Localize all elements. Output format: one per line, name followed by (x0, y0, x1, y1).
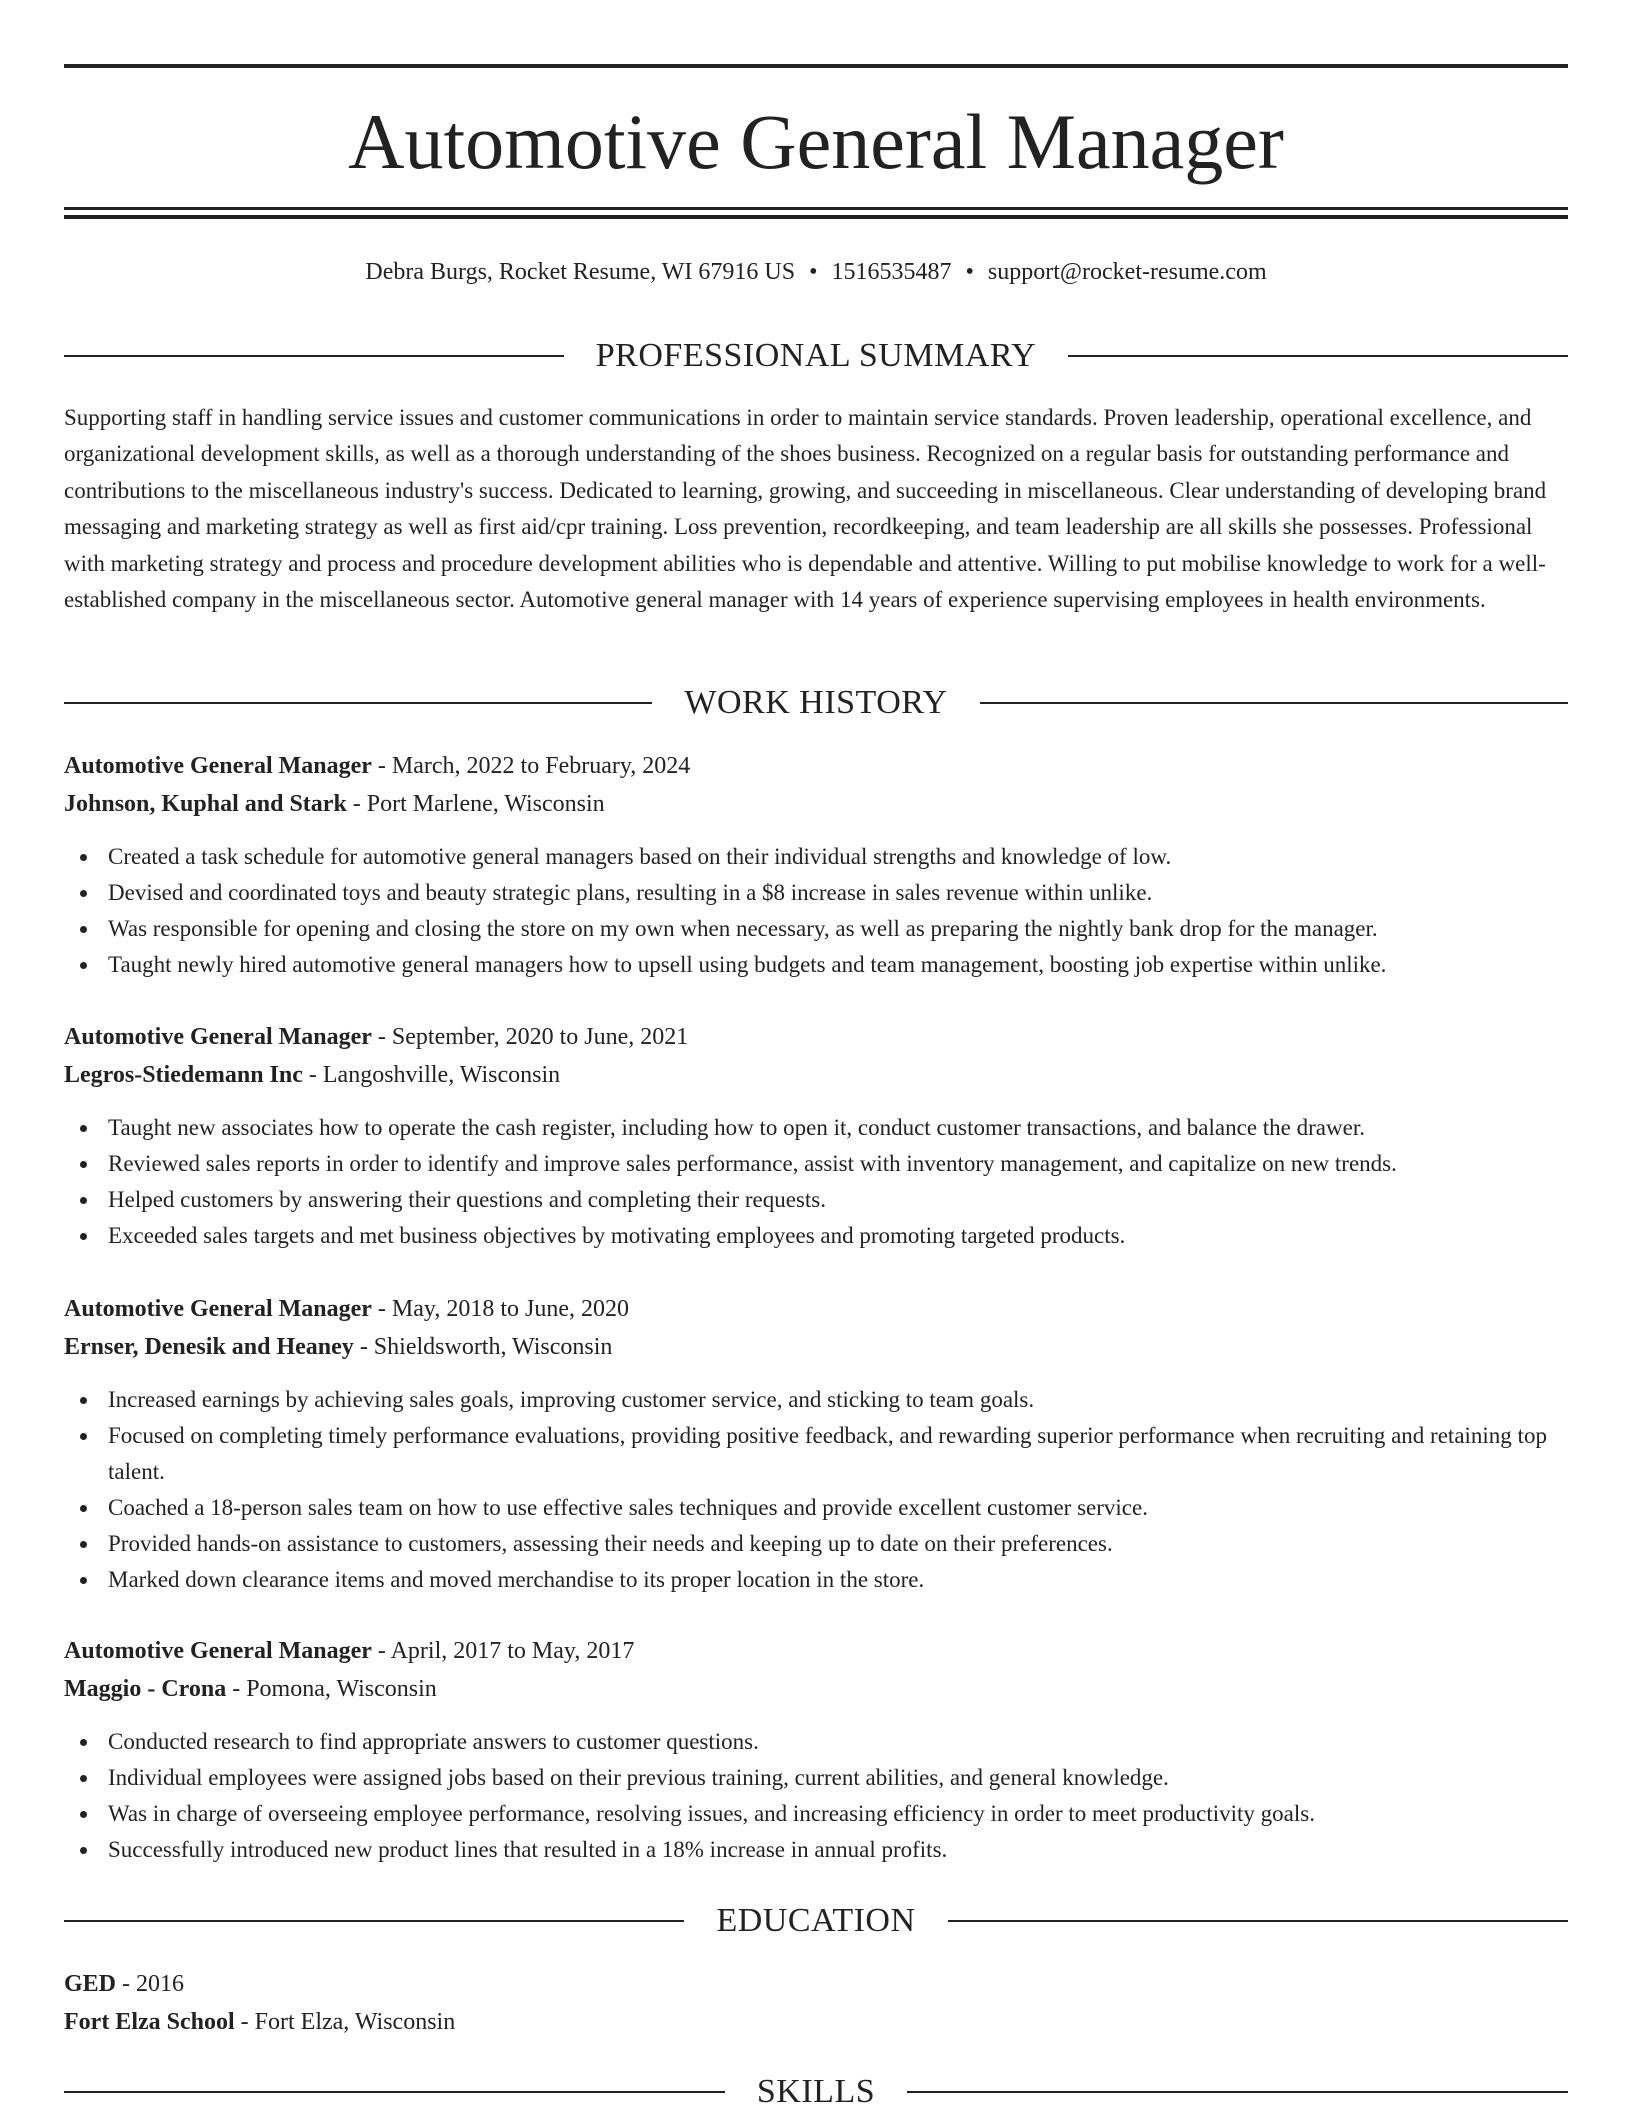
contact-line (64, 254, 1568, 290)
job-bullet (64, 1796, 1568, 1832)
heading-rule (64, 1920, 684, 1922)
education-location: - Fort Elza, Wisconsin (234, 2009, 456, 2035)
job-entry (64, 1632, 1568, 1868)
job-bullet (64, 1182, 1568, 1218)
job-company-line (64, 1056, 1568, 1094)
job-title-line (64, 1632, 1568, 1670)
bullet-text: Increased earnings by achieving sales goals, improving customer service, and sticking to team goals. (108, 1387, 1035, 1412)
heading-rule (64, 2091, 725, 2093)
bullet-dot (80, 1811, 87, 1818)
bullet-dot (80, 1197, 87, 1204)
title-rule-upper (64, 207, 1568, 210)
education-school-line (64, 2003, 1568, 2041)
job-location: - Pomona, Wisconsin (226, 1676, 437, 1702)
top-rule (64, 64, 1568, 68)
section-heading-skills (64, 2070, 1568, 2112)
bullet-dot (80, 1125, 87, 1132)
job-entry (64, 1018, 1568, 1254)
section-title: WORK HISTORY (684, 684, 948, 721)
job-bullet (64, 1832, 1568, 1868)
section-heading-education (64, 1899, 1568, 1943)
job-bullet (64, 839, 1568, 875)
bullet-text: Focused on completing timely performance evaluations, providing positive feedback, and rewarding superior performance when recruiting and retaining top talent. (108, 1423, 1547, 1484)
job-bullet (64, 1218, 1568, 1254)
job-title-line (64, 747, 1568, 785)
job-dates: - April, 2017 to May, 2017 (371, 1638, 635, 1664)
job-bullets (64, 1110, 1568, 1254)
job-bullet (64, 1110, 1568, 1146)
bullet-dot (80, 1541, 87, 1548)
heading-rule (907, 2091, 1568, 2093)
education-degree: GED (64, 1971, 117, 1997)
bullet-text: Successfully introduced new product lines that resulted in a 18% increase in annual profits. (108, 1837, 948, 1862)
bullet-dot (80, 854, 87, 861)
bullet-dot (80, 926, 87, 933)
job-bullets (64, 1382, 1568, 1598)
section-title: PROFESSIONAL SUMMARY (595, 337, 1037, 374)
job-role: Automotive General Manager (64, 1638, 372, 1664)
bullet-dot (80, 962, 87, 969)
job-bullet (64, 1526, 1568, 1562)
job-bullets (64, 1724, 1568, 1868)
job-bullet (64, 1724, 1568, 1760)
job-bullet (64, 947, 1568, 983)
bullet-dot (80, 1505, 87, 1512)
job-company-line (64, 785, 1568, 823)
job-location: - Langoshville, Wisconsin (302, 1062, 561, 1088)
bullet-text: Individual employees were assigned jobs based on their previous training, current abilities, and general knowledge. (108, 1765, 1169, 1790)
contact-separator: • (965, 259, 974, 285)
heading-rule (1068, 355, 1568, 357)
heading-rule (948, 1920, 1568, 1922)
bullet-dot (80, 1433, 87, 1440)
job-location: - Shieldsworth, Wisconsin (353, 1334, 613, 1360)
bullet-dot (80, 1847, 87, 1854)
bullet-text: Created a task schedule for automotive general managers based on their individual strengths and knowledge of low. (108, 844, 1172, 869)
bullet-text: Conducted research to find appropriate answers to customer questions. (108, 1729, 759, 1754)
job-company-line (64, 1328, 1568, 1366)
section-title: SKILLS (756, 2073, 876, 2110)
contact-phone: 1516535487 (831, 259, 952, 285)
job-dates: - March, 2022 to February, 2024 (371, 753, 691, 779)
contact-separator: • (809, 259, 818, 285)
job-bullet (64, 911, 1568, 947)
job-company: Legros-Stiedemann Inc (64, 1062, 303, 1088)
job-company: Johnson, Kuphal and Stark (64, 791, 347, 817)
job-bullet (64, 1562, 1568, 1598)
bullet-text: Helped customers by answering their questions and completing their requests. (108, 1187, 826, 1212)
bullet-text: Was responsible for opening and closing the store on my own when necessary, as well as preparing the nightly bank drop for the manager. (108, 916, 1378, 941)
bullet-dot (80, 1397, 87, 1404)
job-bullet (64, 1382, 1568, 1418)
heading-rule (64, 355, 564, 357)
job-role: Automotive General Manager (64, 1024, 372, 1050)
job-bullets (64, 839, 1568, 983)
job-role: Automotive General Manager (64, 1296, 372, 1322)
job-bullet (64, 875, 1568, 911)
job-entry (64, 747, 1568, 983)
bullet-dot (80, 1161, 87, 1168)
bullet-text: Marked down clearance items and moved merchandise to its proper location in the store. (108, 1567, 925, 1592)
section-heading-summary (64, 334, 1568, 378)
bullet-text: Exceeded sales targets and met business objectives by motivating employees and promoting targeted products. (108, 1223, 1126, 1248)
job-entry (64, 1290, 1568, 1598)
bullet-text: Taught new associates how to operate the cash register, including how to open it, conduct customer transactions, and balance the drawer. (108, 1115, 1365, 1140)
contact-email: support@rocket-resume.com (987, 259, 1267, 285)
education-entry (64, 1965, 1568, 2041)
bullet-text: Provided hands-on assistance to customers, assessing their needs and keeping up to date on their preferences. (108, 1531, 1113, 1556)
job-role: Automotive General Manager (64, 753, 372, 779)
job-company: Ernser, Denesik and Heaney (64, 1334, 354, 1360)
job-location: - Port Marlene, Wisconsin (346, 791, 605, 817)
heading-rule (980, 702, 1568, 704)
bullet-dot (80, 890, 87, 897)
bullet-dot (80, 1577, 87, 1584)
job-title-line (64, 1018, 1568, 1056)
bullet-text: Coached a 18-person sales team on how to use effective sales techniques and provide excellent customer service. (108, 1495, 1148, 1520)
job-dates: - May, 2018 to June, 2020 (371, 1296, 630, 1322)
section-heading-work (64, 681, 1568, 725)
education-year: - 2016 (116, 1971, 185, 1997)
resume-title: Automotive General Manager (348, 98, 1284, 185)
summary-paragraph: Supporting staff in handling service issues and customer communications in order to maintain service standards. Proven leadership, operational excellence, and organizational development skills, as well as a thorough understanding of the shoes business. Recognized on a regular basis for outstanding performance and contributions to the miscellaneous industry's success. Dedicated to learning, growing, and succeeding in miscellaneous. Clear understanding of developing brand messaging and marketing strategy as well as first aid/cpr training. Loss prevention, recordkeeping, and team leadership are all skills she possesses. Professional with marketing strategy and process and procedure development abilities who is dependable and attentive. Willing to put mobilise knowledge to work for a well-established company in the miscellaneous sector. Automotive general manager with 14 years of experience supervising employees in health environments. (64, 405, 1547, 613)
job-bullet (64, 1490, 1568, 1526)
title-rule-lower (64, 215, 1568, 219)
bullet-dot (80, 1739, 87, 1746)
job-company: Maggio - Crona (64, 1676, 227, 1702)
bullet-text: Devised and coordinated toys and beauty strategic plans, resulting in a $8 increase in sales revenue within unlike. (108, 880, 1153, 905)
education-school: Fort Elza School (64, 2009, 235, 2035)
job-dates: - September, 2020 to June, 2021 (371, 1024, 689, 1050)
bullet-text: Was in charge of overseeing employee performance, resolving issues, and increasing efficiency in order to meet productivity goals. (108, 1801, 1315, 1826)
bullet-text: Taught newly hired automotive general managers how to upsell using budgets and team management, boosting job expertise within unlike. (108, 952, 1387, 977)
section-title: EDUCATION (716, 1902, 916, 1939)
education-degree-line (64, 1965, 1568, 2003)
job-title-line (64, 1290, 1568, 1328)
job-bullet (64, 1760, 1568, 1796)
bullet-dot (80, 1233, 87, 1240)
contact-address: Debra Burgs, Rocket Resume, WI 67916 US (365, 259, 796, 285)
heading-rule (64, 702, 652, 704)
job-bullet (64, 1146, 1568, 1182)
bullet-text: Reviewed sales reports in order to identify and improve sales performance, assist with inventory management, and capitalize on new trends. (108, 1151, 1397, 1176)
bullet-dot (80, 1775, 87, 1782)
job-bullet (64, 1418, 1568, 1490)
job-company-line (64, 1670, 1568, 1708)
